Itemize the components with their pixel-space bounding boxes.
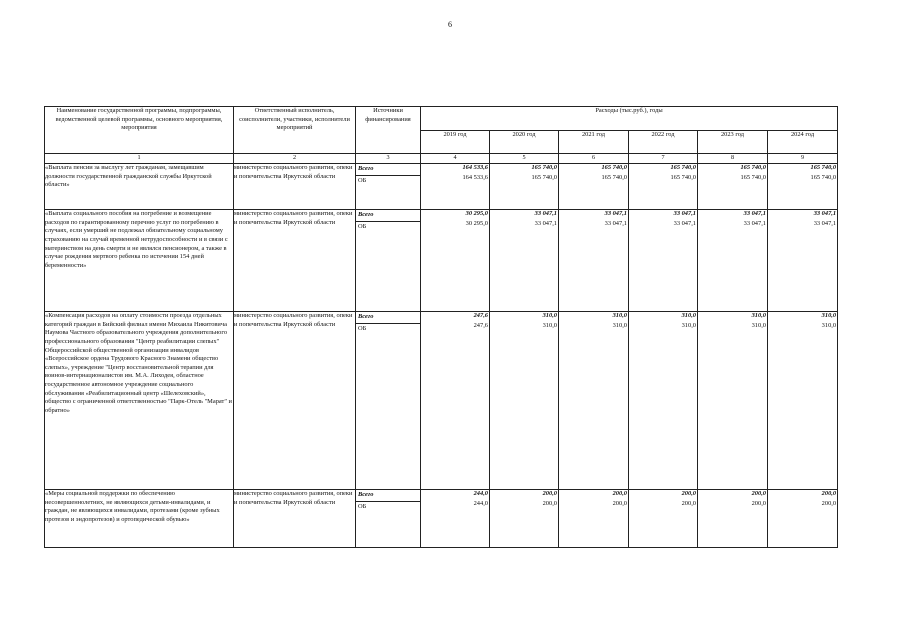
value-total: 247,6 <box>473 312 488 319</box>
source-total: Всего <box>358 165 374 172</box>
value-ob: 33 047,1 <box>534 219 557 227</box>
measure-name: «Выплата социального пособия на погребение и возмещение расходов по гарантированному перечню услуг по погребению в случаях, если умерший не подлежал обязательному социальному страхованию на случай временной нетрудоспособности и в связи с материнством на день смерти и не являлся пенсионером, а также в случае рождения мертвого ребенка по истечении 154 дней беременности» <box>45 210 234 312</box>
table-row <box>45 490 838 548</box>
column-number: 7 <box>629 154 698 164</box>
column-number: 6 <box>559 154 629 164</box>
column-number: 3 <box>356 154 421 164</box>
source-ob: ОБ <box>356 323 420 335</box>
value-ob: 310,0 <box>612 321 627 329</box>
value-ob: 310,0 <box>821 321 837 329</box>
source-ob: ОБ <box>356 221 420 233</box>
value-total: 164 533,6 <box>462 164 488 171</box>
header-year: 2024 год <box>768 130 838 154</box>
measure-name: «Выплата пенсии за выслугу лет гражданам, замещавшим должности государственной гражданской службы Иркутской области» <box>45 164 234 210</box>
value-ob: 310,0 <box>751 321 766 329</box>
measure-name: «Меры социальной поддержки по обеспечению несовершеннолетних, не являющихся детьми-инвалидами, и граждан, не являющихся инвалидами, протезами (кроме зубных протезов и эндопротезов) и ортопедической обувью» <box>45 490 234 548</box>
source-ob: ОБ <box>356 175 420 187</box>
value-total: 244,0 <box>473 490 488 497</box>
value-ob: 310,0 <box>681 321 696 329</box>
column-number: 2 <box>234 154 356 164</box>
value-total: 310,0 <box>821 312 837 319</box>
value-total: 165 740,0 <box>740 164 766 171</box>
value-ob: 33 047,1 <box>673 219 696 227</box>
value-ob: 247,6 <box>473 321 488 329</box>
value-total: 310,0 <box>612 312 627 319</box>
value-ob: 33 047,1 <box>813 219 837 227</box>
column-number: 4 <box>421 154 490 164</box>
value-total: 165 740,0 <box>670 164 696 171</box>
header-executor: Ответственный исполнитель, соисполнители, участники, исполнители мероприятий <box>234 107 356 154</box>
value-total: 310,0 <box>542 312 557 319</box>
value-total: 200,0 <box>612 490 627 497</box>
header-year: 2023 год <box>698 130 768 154</box>
value-total: 33 047,1 <box>673 210 696 217</box>
value-ob: 33 047,1 <box>743 219 766 227</box>
table-row <box>45 210 838 312</box>
value-total: 30 295,0 <box>465 210 488 217</box>
value-total: 200,0 <box>542 490 557 497</box>
header-year: 2021 год <box>559 130 629 154</box>
value-total: 165 740,0 <box>810 164 837 171</box>
source-total: Всего <box>358 491 374 498</box>
value-ob: 200,0 <box>612 499 627 507</box>
executor: министерство социального развития, опеки и попечительства Иркутской области <box>234 490 356 548</box>
value-total: 165 740,0 <box>531 164 557 171</box>
value-total: 165 740,0 <box>601 164 627 171</box>
source-total: Всего <box>358 211 374 218</box>
executor: министерство социального развития, опеки и попечительства Иркутской области <box>234 312 356 490</box>
executor: министерство социального развития, опеки и попечительства Иркутской области <box>234 164 356 210</box>
header-year: 2022 год <box>629 130 698 154</box>
value-ob: 244,0 <box>473 499 488 507</box>
column-number: 8 <box>698 154 768 164</box>
value-ob: 200,0 <box>681 499 696 507</box>
value-total: 33 047,1 <box>743 210 766 217</box>
value-ob: 200,0 <box>821 499 837 507</box>
table-row <box>45 312 838 490</box>
value-ob: 310,0 <box>542 321 557 329</box>
value-total: 200,0 <box>821 490 837 497</box>
source-ob: ОБ <box>356 501 420 513</box>
value-ob: 165 740,0 <box>531 173 557 181</box>
column-number: 1 <box>45 154 234 164</box>
value-ob: 30 295,0 <box>465 219 488 227</box>
value-ob: 200,0 <box>542 499 557 507</box>
value-total: 33 047,1 <box>813 210 837 217</box>
page-number: 6 <box>448 20 452 29</box>
header-year: 2020 год <box>490 130 559 154</box>
value-total: 200,0 <box>751 490 766 497</box>
header-name: Наименование государственной программы, подпрограммы, ведомственной целевой программы, основного мероприятия, мероприятия <box>45 107 234 154</box>
column-number: 5 <box>490 154 559 164</box>
table-row <box>45 164 838 210</box>
header-year: 2019 год <box>421 130 490 154</box>
value-ob: 165 740,0 <box>670 173 696 181</box>
value-total: 33 047,1 <box>604 210 627 217</box>
value-ob: 165 740,0 <box>810 173 837 181</box>
header-expenses: Расходы (тыс.руб.), годы <box>421 107 838 131</box>
value-total: 200,0 <box>681 490 696 497</box>
executor: министерство социального развития, опеки и попечительства Иркутской области <box>234 210 356 312</box>
value-ob: 165 740,0 <box>740 173 766 181</box>
column-number: 9 <box>768 154 838 164</box>
value-total: 310,0 <box>751 312 766 319</box>
value-total: 33 047,1 <box>534 210 557 217</box>
value-ob: 165 740,0 <box>601 173 627 181</box>
value-ob: 164 533,6 <box>462 173 488 181</box>
source-total: Всего <box>358 313 374 320</box>
value-total: 310,0 <box>681 312 696 319</box>
value-ob: 200,0 <box>751 499 766 507</box>
budget-table <box>44 106 838 548</box>
measure-name: «Компенсация расходов на оплату стоимости проезда отдельных категорий граждан в Бийский филиал имени Михаила Никитовича Наумова Частного образовательного учреждения дополнительного профессионального образования "Центр реабилитации слепых" Общероссийской общественной организации инвалидов «Всероссийское ордена Трудового Красного Знамени общество слепых», учреждение "Центр восстановительной терапии для воинов-интернационалистов им. М.А. Лиходея, областное государственное автономное учреждение социального обслуживания «Реабилитационный центр «Шелеховский», общество с ограниченной ответственностью "Парк-Отель "Марат" и обратно» <box>45 312 234 490</box>
value-ob: 33 047,1 <box>604 219 627 227</box>
header-source: Источники финансирования <box>356 107 421 154</box>
